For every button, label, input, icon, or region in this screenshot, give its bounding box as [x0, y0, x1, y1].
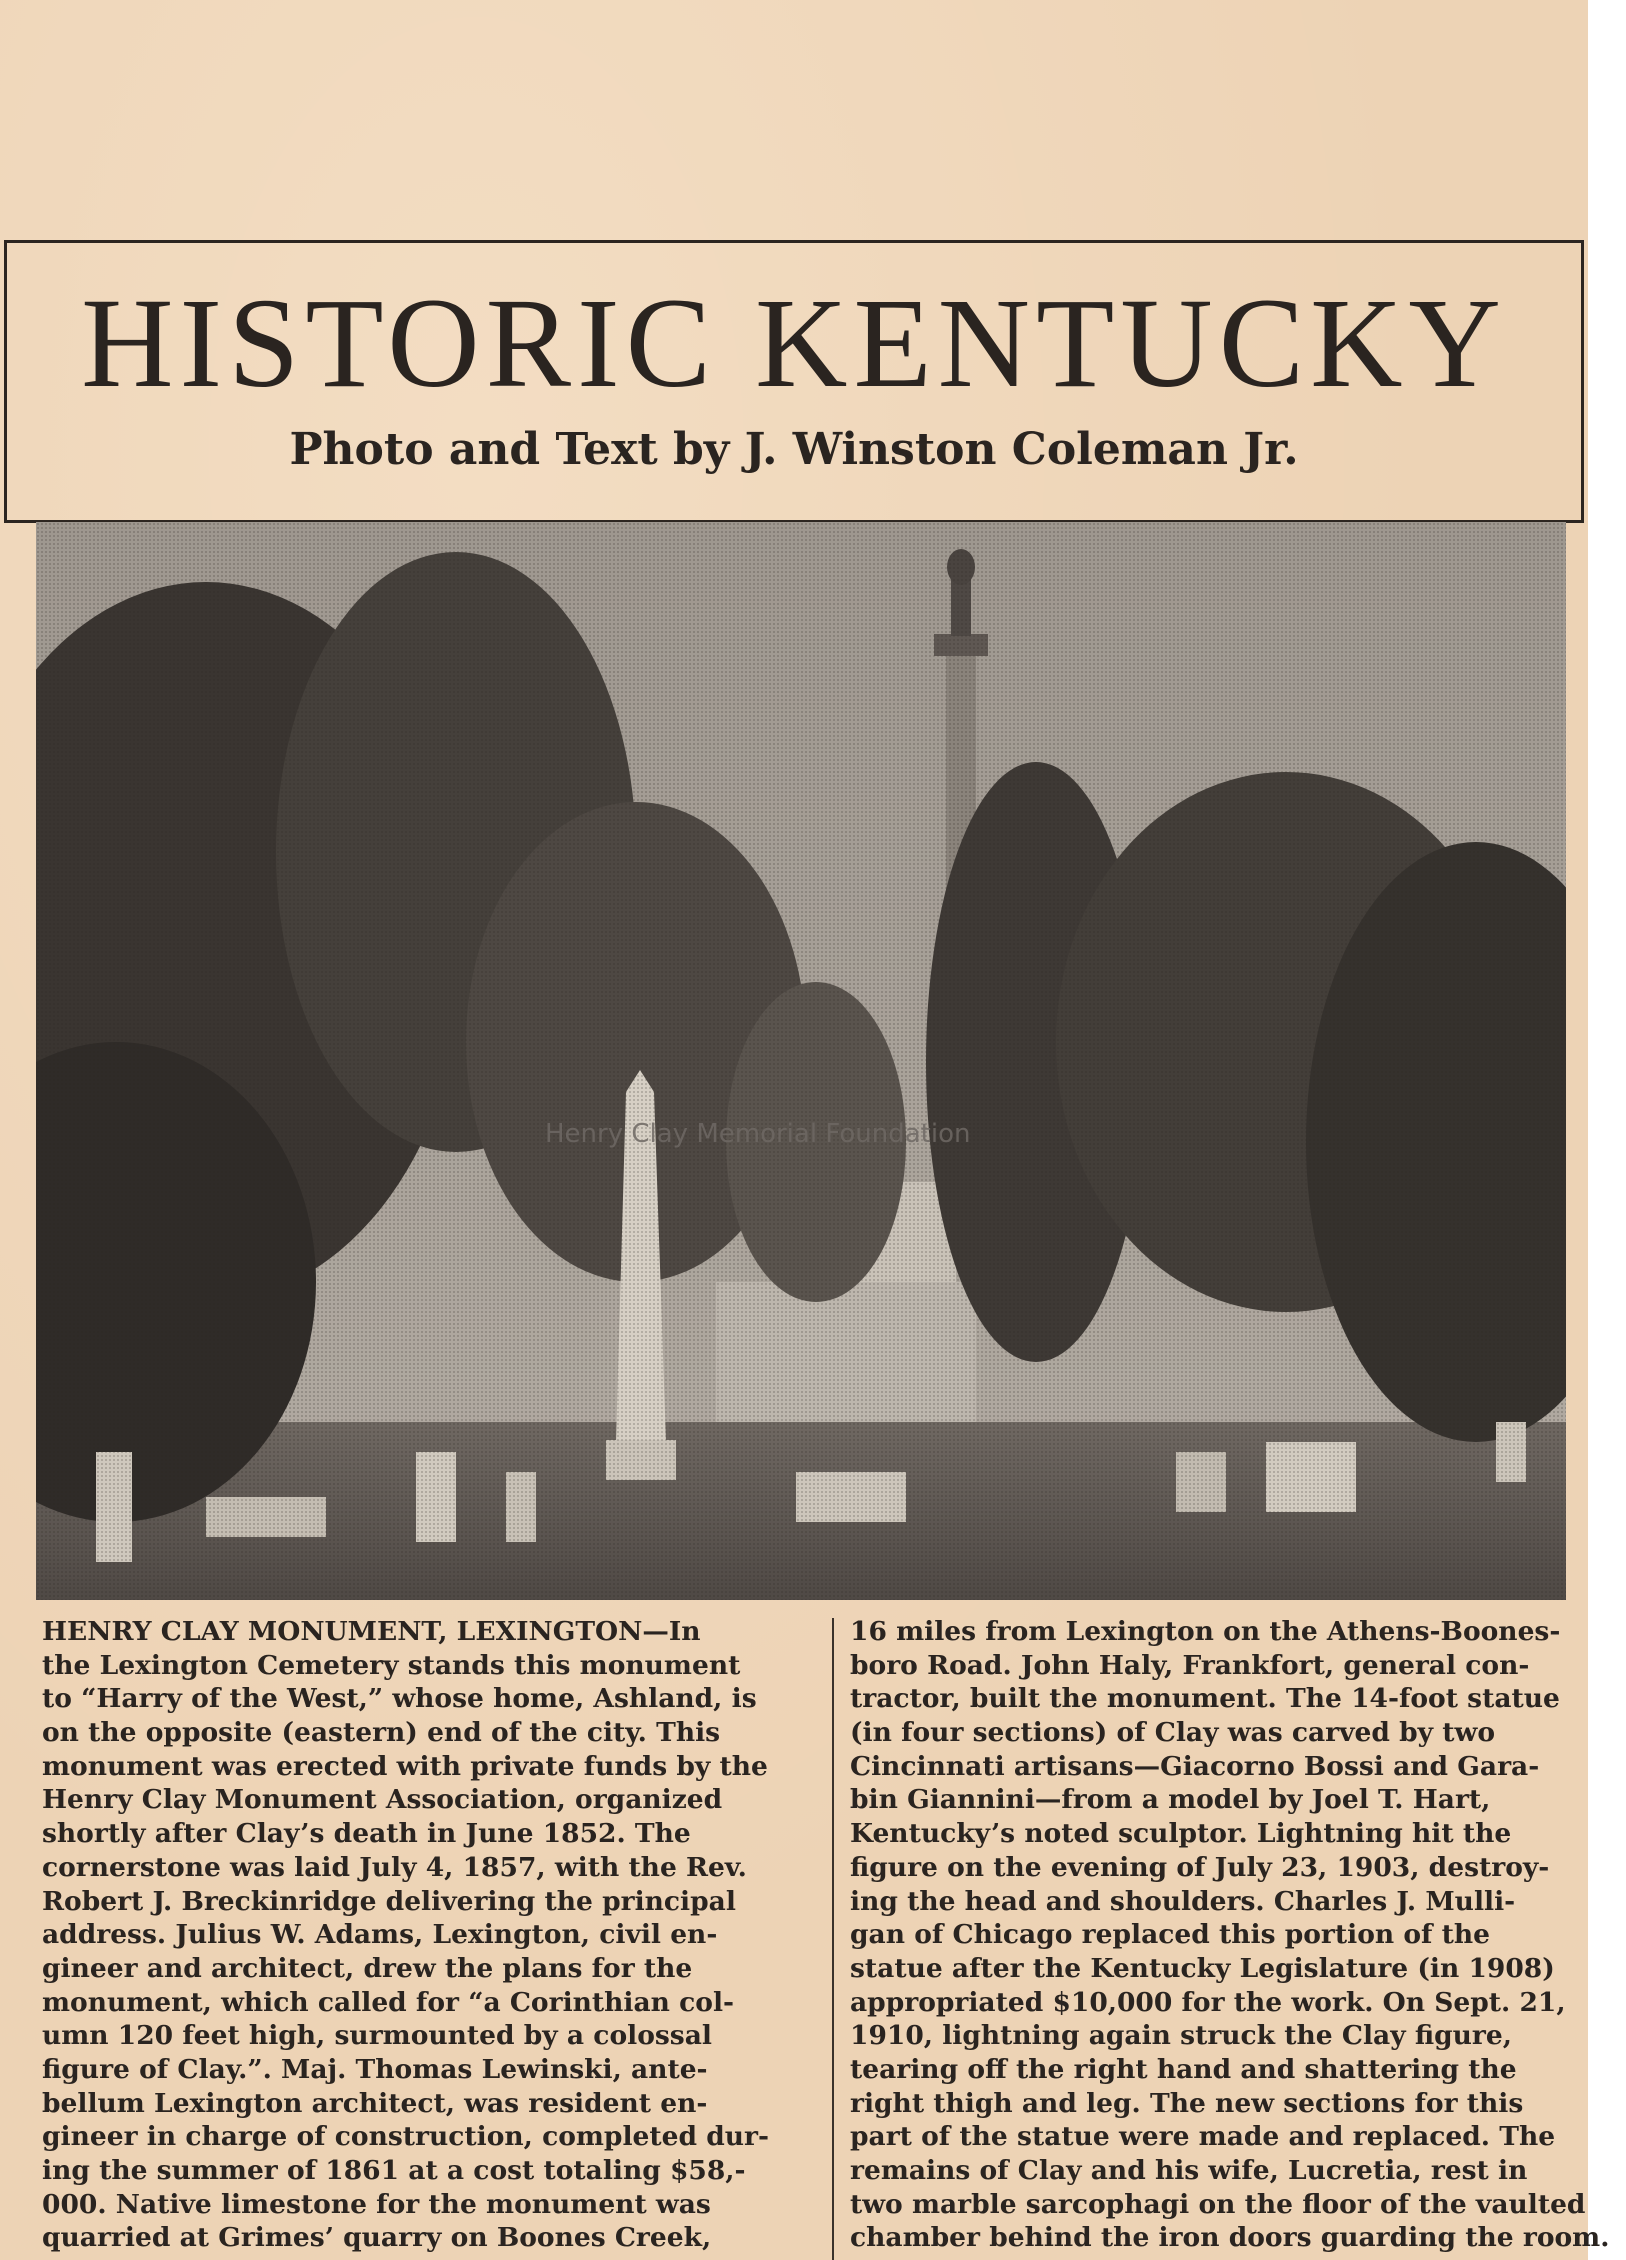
article-line: monument was erected with private funds by the [42, 1750, 768, 1782]
monument-photo [36, 522, 1566, 1600]
article-line: Kentucky’s noted sculptor. Lightning hit the [850, 1818, 1512, 1850]
article-line: address. Julius W. Adams, Lexington, civil en- [42, 1919, 718, 1951]
article-line: remains of Clay and his wife, Lucretia, rest in [850, 2155, 1528, 2186]
article-line: HENRY CLAY MONUMENT, LEXINGTON—In [42, 1616, 701, 1647]
article-line: Cincinnati artisans—Giacorno Bossi and Gara- [850, 1750, 1540, 1782]
article-line: to “Harry of the West,” whose home, Ashland, is [42, 1683, 757, 1715]
article-line: quarried at Grimes’ quarry on Boones Creek, [42, 2222, 712, 2254]
article-line: appropriated $10,000 for the work. On Sept. 21, [850, 1986, 1566, 2018]
masthead-byline: Photo and Text by J. Winston Coleman Jr. [289, 424, 1299, 475]
article-line: ing the head and shoulders. Charles J. Mulli- [850, 1885, 1516, 1917]
article-line: monument, which called for “a Corinthian col- [42, 1986, 735, 2018]
article-line: gineer and architect, drew the plans for the [42, 1952, 693, 1984]
article-line: ing the summer of 1861 at a cost totaling $58,- [42, 2155, 746, 2186]
article-line: tractor, built the monument. The 14-foot statue [850, 1683, 1560, 1715]
article-line: (in four sections) of Clay was carved by two [850, 1717, 1496, 1749]
article-line: Henry Clay Monument Association, organized [42, 1784, 723, 1816]
article-line: figure on the evening of July 23, 1903, destroy- [850, 1851, 1550, 1883]
article-line: figure of Clay.”. Maj. Thomas Lewinski, ante- [42, 2053, 708, 2085]
article-line: gan of Chicago replaced this portion of the [850, 1919, 1491, 1951]
column-divider [832, 1618, 834, 2260]
article-line: 16 miles from Lexington on the Athens-Boones- [850, 1616, 1561, 1647]
photo-watermark: Henry Clay Memorial Foundation [545, 1119, 971, 1149]
article-line: statue after the Kentucky Legislature (in 1908) [850, 1952, 1555, 1984]
article-line: umn 120 feet high, surmounted by a colossal [42, 2020, 712, 2052]
article-line: tearing off the right hand and shattering the [850, 2053, 1517, 2085]
article-line: Robert J. Breckinridge delivering the principal [42, 1885, 736, 1917]
article-line: gineer in charge of construction, completed dur- [42, 2121, 770, 2153]
article-line: the Lexington Cemetery stands this monument [42, 1649, 741, 1681]
article-line: boro Road. John Haly, Frankfort, general con- [850, 1649, 1530, 1681]
masthead-box [4, 240, 1584, 523]
article-line: on the opposite (eastern) end of the city. This [42, 1717, 721, 1749]
article-line: bellum Lexington architect, was resident en- [42, 2087, 708, 2119]
article-column-right [850, 1615, 1620, 2255]
article-line: right thigh and leg. The new sections for this [850, 2087, 1524, 2119]
article-line: bin Giannini—from a model by Joel T. Hart, [850, 1784, 1491, 1816]
article-line: two marble sarcophagi on the floor of the vaulted [850, 2188, 1586, 2220]
article-column-left [42, 1615, 817, 2255]
article-line: part of the statue were made and replaced. The [850, 2121, 1556, 2153]
article-line: 000. Native limestone for the monument was [42, 2188, 711, 2220]
article-line: shortly after Clay’s death in June 1852. The [42, 1818, 691, 1850]
masthead-title: HISTORIC KENTUCKY [81, 272, 1507, 414]
article-line: 1910, lightning again struck the Clay figure, [850, 2020, 1512, 2052]
article-line: chamber behind the iron doors guarding the room. [850, 2222, 1610, 2254]
article-line: cornerstone was laid July 4, 1857, with the Rev. [42, 1851, 747, 1883]
monument-photo-illustration [36, 522, 1566, 1600]
